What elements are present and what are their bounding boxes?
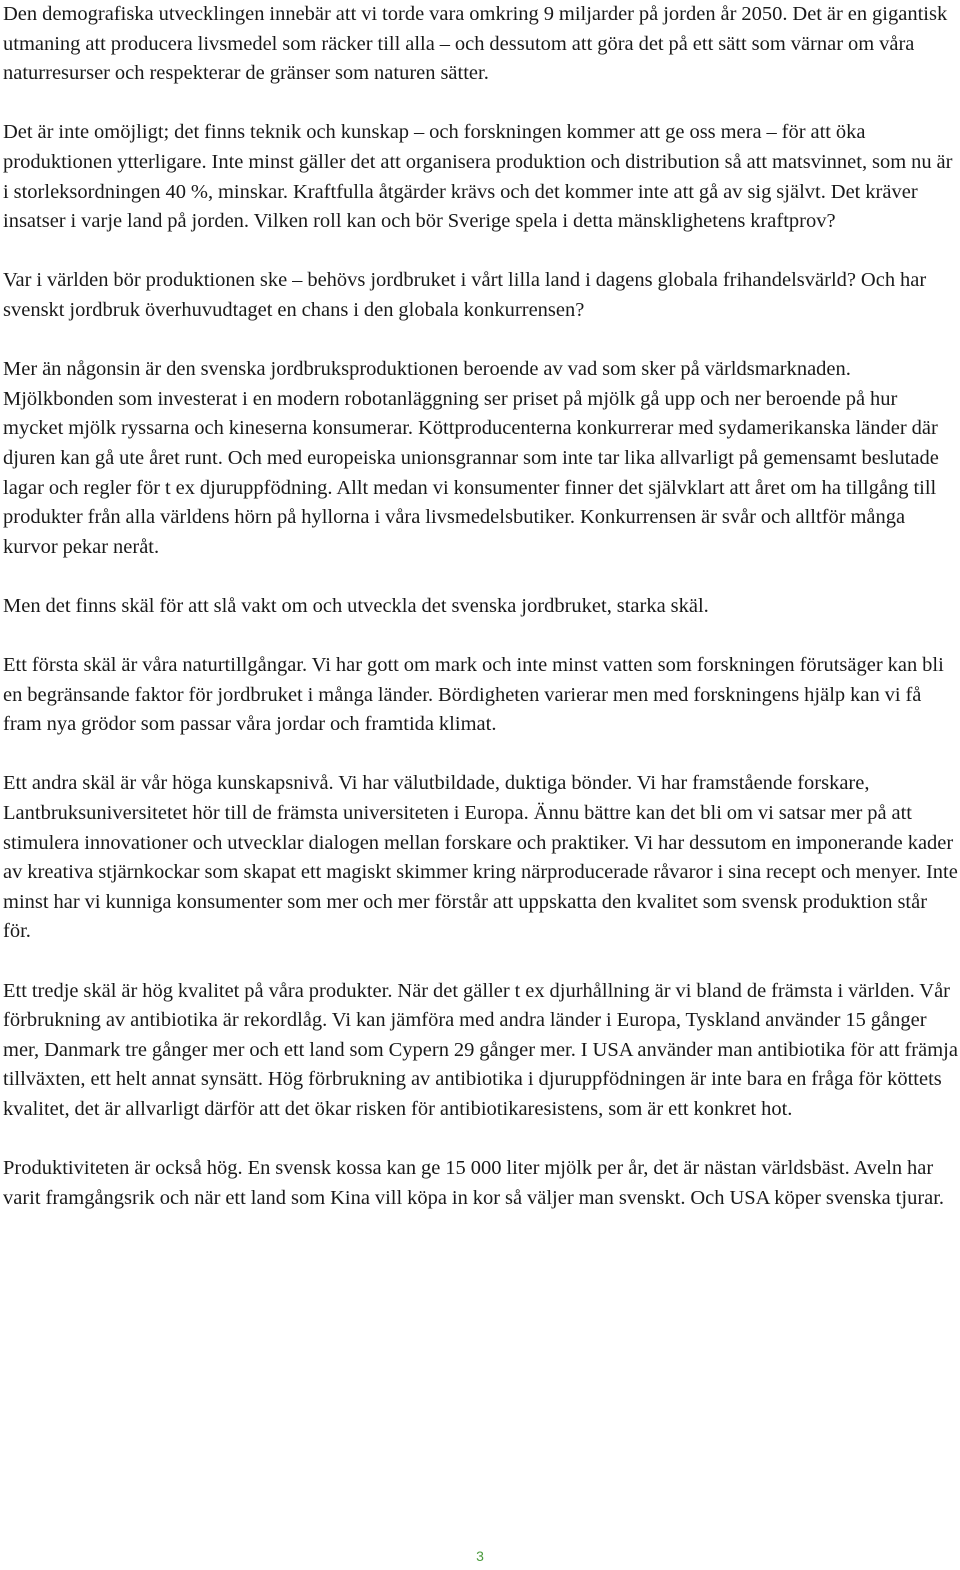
paragraph-first-reason: Ett första skäl är våra naturtillgångar. Vi har gott om mark och inte minst vatten som forskningen förutsäger kan bli en begränsande faktor för jordbruket i många länder. Bördigheten varierar men med forskningens hjälp kan vi få fram nya grödor som passar våra jordar och framtida klimat.	[3, 654, 944, 736]
page-number: 3	[476, 1548, 484, 1564]
document-body	[3, 0, 958, 1243]
paragraph-world-market: Mer än någonsin är den svenska jordbruksproduktionen beroende av vad som sker på världsmarknaden. Mjölkbonden som investerat i en modern robotanläggning ser priset på mjölk gå upp och ner beroende på hur mycket mjölk ryssarna och kineserna konsumerar. Köttproducenterna konkurrerar med sydamerikanska länder där djuren kan gå ute året runt. Och med europeiska unionsgrannar som inte tar lika allvarligt på gemensamt beslutade lagar och regler för t ex djuruppfödning. Allt medan vi konsumenter finner det självklart att året om ha tillgång till produkter från alla världens hörn på hyllorna i våra livsmedelsbutiker. Konkurrensen är svår och alltför många kurvor pekar neråt.	[3, 358, 939, 558]
paragraph-demographics: Den demografiska utvecklingen innebär att vi torde vara omkring 9 miljarder på jorden år 2050. Det är en gigantisk utmaning att producera livsmedel som räcker till alla – och dessutom att göra det på ett sätt som värnar om våra naturresurser och respekterar de gränser som naturen sätter.	[3, 3, 948, 85]
paragraph-productivity: Produktiviteten är också hög. En svensk kossa kan ge 15 000 liter mjölk per år, det är nästan världsbäst. Aveln har varit framgångsrik och när ett land som Kina vill köpa in kor så väljer man svenskt. Och USA köper svenska tjurar.	[3, 1157, 945, 1209]
paragraph-production-location: Var i världen bör produktionen ske – behövs jordbruket i vårt lilla land i dagens globala frihandelsvärld? Och har svenskt jordbruk överhuvudtaget en chans i den globala konkurrensen?	[3, 269, 927, 321]
paragraph-technology: Det är inte omöjligt; det finns teknik och kunskap – och forskningen kommer att ge oss mera – för att öka produktionen ytterligare. Inte minst gäller det att organisera produktion och distribution så att matsvinnet, som nu är i storleksordningen 40 %, minskar. Kraftfulla åtgärder krävs och det kommer inte att gå av sig självt. Det kräver insatser i varje land på jorden. Vilken roll kan och bör Sverige spela i detta mänsklighetens kraftprov?	[3, 121, 953, 233]
paragraph-reasons-intro: Men det finns skäl för att slå vakt om och utveckla det svenska jordbruket, starka skäl.	[3, 594, 709, 617]
paragraph-second-reason: Ett andra skäl är vår höga kunskapsnivå. Vi har välutbildade, duktiga bönder. Vi har framstående forskare, Lantbruksuniversitetet hör till de främsta universiteten i Europa. Ännu bättre kan det bli om vi satsar mer på att stimulera innovationer och utvecklar dialogen mellan forskare och praktiker. Vi har dessutom en imponerande kader av kreativa stjärnkockar som skapat ett magiskt skimmer kring närproducerade råvaror i sina recept och menyer. Inte minst har vi kunniga konsumenter som mer och mer förstår att uppskatta den kvalitet som svensk produktion står för.	[3, 772, 958, 943]
paragraph-third-reason: Ett tredje skäl är hög kvalitet på våra produkter. När det gäller t ex djurhållning är vi bland de främsta i världen. Vår förbrukning av antibiotika är rekordlåg. Vi kan jämföra med andra länder i Europa, Tyskland använder 15 gånger mer, Danmark tre gånger mer och ett land som Cypern 29 gånger mer. I USA använder man antibiotika för att främja tillväxten, ett helt annat synsätt. Hög förbrukning av antibiotika i djuruppfödningen är inte bara en fråga för köttets kvalitet, det är allvarligt därför att det ökar risken för antibiotikaresistens, som är ett konkret hot.	[3, 979, 958, 1120]
